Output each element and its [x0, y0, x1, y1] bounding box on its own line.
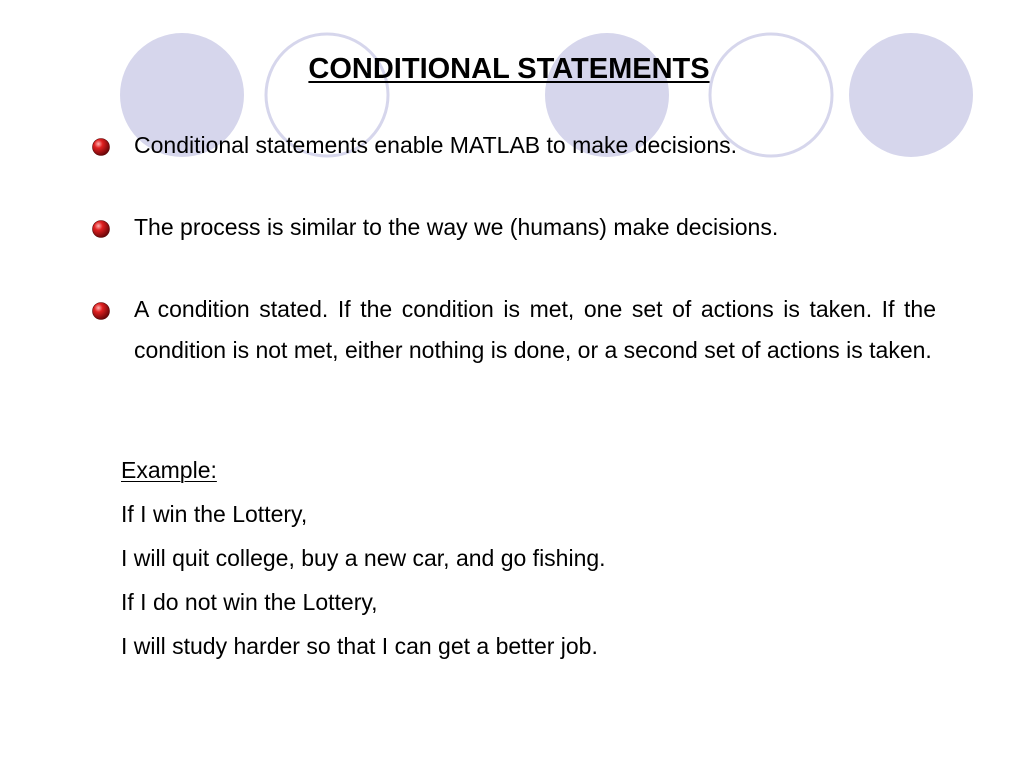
example-line-1: If I win the Lottery, [121, 501, 308, 527]
example-line-4: I will study harder so that I can get a better job. [121, 633, 598, 659]
example-line-3: If I do not win the Lottery, [121, 589, 378, 615]
bullet-sphere-icon [91, 219, 111, 239]
bullet-sphere-icon [91, 137, 111, 157]
example-block [121, 448, 606, 668]
decorative-circles [0, 0, 1024, 200]
bullet-text-3: A condition stated. If the condition is met, one set of actions is taken. If the condition is not met, either nothing is done, or a second set of actions is taken. [134, 296, 936, 363]
bullet-text-2: The process is similar to the way we (humans) make decisions. [134, 214, 779, 240]
example-line-2: I will quit college, buy a new car, and go fishing. [121, 545, 606, 571]
example-label: Example: [121, 457, 217, 483]
bullet-sphere-icon [91, 301, 111, 321]
slide-title: CONDITIONAL STATEMENTS [308, 53, 710, 85]
bullet-text-1: Conditional statements enable MATLAB to make decisions. [134, 132, 737, 158]
